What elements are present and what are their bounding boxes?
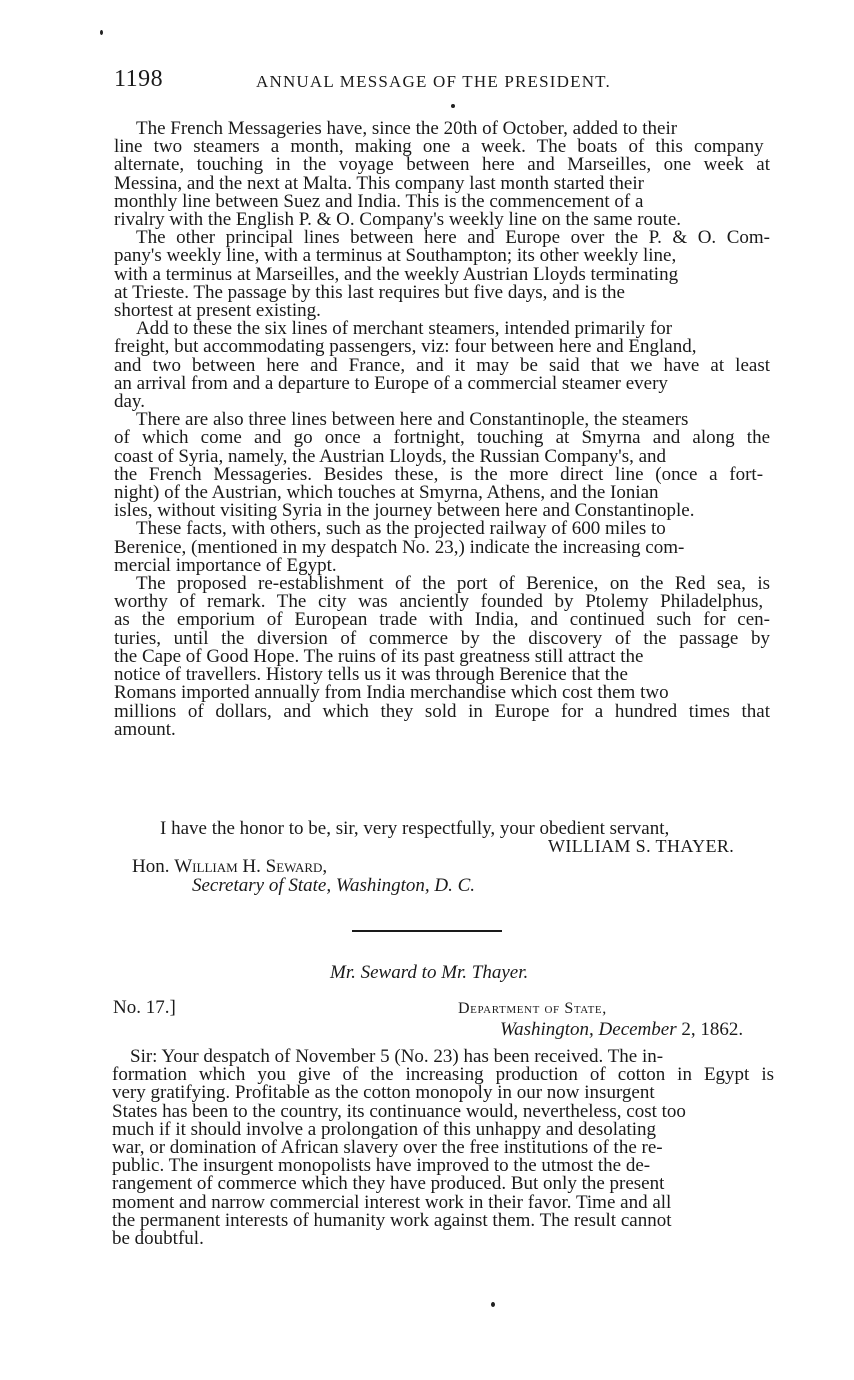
text-line: formation which you give of the increasing production of cotton in Egypt is (112, 1064, 774, 1086)
dateline (500, 1019, 743, 1041)
text-line: the permanent interests of humanity work against them. The result cannot (112, 1209, 672, 1231)
text-line: Sir: Your despatch of November 5 (No. 23) has been received. The in- (130, 1046, 664, 1067)
text-line: worthy of remark. The city was anciently founded by Ptolemy Philadelphus, (114, 591, 764, 613)
text-line: as the emporium of European trade with India, and continued such for cen- (114, 609, 770, 631)
letter2-body (112, 1048, 792, 1248)
text-line: much if it should involve a prolongation of this unhappy and desolating (112, 1118, 657, 1140)
text-line: The French Messageries have, since the 20th of October, added to their (136, 118, 678, 139)
paragraph (114, 575, 792, 739)
text-line: day. (114, 391, 145, 413)
signature: WILLIAM S. THAYER. (548, 836, 735, 856)
running-head: ANNUAL MESSAGE OF THE PRESIDENT. (256, 72, 611, 91)
paragraph (114, 520, 792, 575)
paragraph (114, 120, 792, 229)
text-line: There are also three lines between here and Constantinople, the steamers (136, 409, 689, 431)
text-line: These facts, with others, such as the projected railway of 600 miles to (136, 518, 666, 540)
addressee-title: Secretary of State, Washington, D. C. (192, 875, 476, 896)
text-line: Messina, and the next at Malta. This company last month started their (114, 172, 644, 194)
addressee-prefix: Hon. (132, 856, 175, 877)
text-line: freight, but accommodating passengers, viz: four between here and England, (114, 336, 697, 358)
text-line: notice of travellers. History tells us it was through Berenice that the (114, 664, 628, 686)
text-line: with a terminus at Marseilles, and the weekly Austrian Lloyds terminating (114, 263, 679, 285)
section-divider (352, 930, 502, 932)
text-line: very gratifying. Profitable as the cotton monopoly in our now insurgent (112, 1082, 655, 1104)
addressee-name: William H. Seward, (174, 856, 328, 877)
text-line: and two between here and France, and it may be said that we have at least (114, 354, 770, 376)
ink-speck (491, 1302, 495, 1307)
text-line: amount. (114, 718, 176, 740)
text-line: Berenice, (mentioned in my despatch No. 23,) indicate the increasing com- (114, 536, 685, 558)
paragraph (114, 320, 792, 411)
text-line: Romans imported annually from India merchandise which cost them two (114, 682, 669, 704)
closing-line: I have the honor to be, sir, very respectfully, your obedient servant, (160, 818, 670, 839)
text-line: pany's weekly line, with a terminus at Southampton; its other weekly line, (114, 245, 677, 267)
letter1-body (114, 120, 792, 739)
text-line: turies, until the diversion of commerce by the discovery of the passage by (114, 627, 770, 649)
paragraph (112, 1048, 792, 1248)
text-line: night) of the Austrian, which touches at Smyrna, Athens, and the Ionian (114, 482, 659, 504)
letter-heading: Mr. Seward to Mr. Thayer. (330, 962, 529, 983)
page-number: 1198 (114, 66, 164, 92)
paragraph (114, 411, 792, 520)
department: Department of State, (458, 1000, 607, 1017)
text-line: the French Messageries. Besides these, is the more direct line (once a fort- (114, 463, 764, 485)
ink-speck (100, 30, 103, 35)
text-line: be doubtful. (112, 1228, 204, 1250)
text-line: an arrival from and a departure to Europe of a commercial steamer every (114, 372, 668, 394)
text-line: rangement of commerce which they have produced. But only the present (112, 1173, 665, 1195)
text-line: States has been to the country, its continuance would, nevertheless, cost too (112, 1100, 686, 1122)
text-line: The proposed re-establishment of the port of Berenice, on the Red sea, is (136, 573, 770, 595)
text-line: line two steamers a month, making one a week. The boats of this company (114, 136, 764, 158)
text-line: The other principal lines between here and Europe over the P. & O. Com- (136, 227, 770, 249)
text-line: moment and narrow commercial interest work in their favor. Time and all (112, 1191, 672, 1213)
text-line: mercial importance of Egypt. (114, 554, 337, 576)
text-line: public. The insurgent monopolists have improved to the utmost the de- (112, 1155, 651, 1177)
text-line: alternate, touching in the voyage between here and Marseilles, one week at (114, 154, 770, 176)
text-line: shortest at present existing. (114, 300, 321, 322)
dateline-day: 2, 1862. (681, 1019, 744, 1040)
ink-speck (451, 104, 455, 108)
text-line: the Cape of Good Hope. The ruins of its past greatness still attract the (114, 645, 644, 667)
despatch-number: No. 17.] (113, 997, 176, 1018)
text-line: of which come and go once a fortnight, touching at Smyrna and along the (114, 427, 770, 449)
text-line: rivalry with the English P. & O. Company's weekly line on the same route. (114, 209, 682, 231)
text-line: isles, without visiting Syria in the journey between here and Constantinople. (114, 500, 695, 522)
text-line: coast of Syria, namely, the Austrian Lloyds, the Russian Company's, and (114, 445, 667, 467)
dateline-place: Washington, December (500, 1019, 682, 1040)
paragraph (114, 229, 792, 320)
text-line: at Trieste. The passage by this last requires but five days, and is the (114, 281, 625, 303)
text-line: Add to these the six lines of merchant steamers, intended primarily for (136, 318, 673, 340)
text-line: war, or domination of African slavery over the free institutions of the re- (112, 1137, 663, 1159)
text-line: monthly line between Suez and India. This is the commencement of a (114, 190, 644, 212)
text-line: millions of dollars, and which they sold in Europe for a hundred times that (114, 700, 770, 722)
